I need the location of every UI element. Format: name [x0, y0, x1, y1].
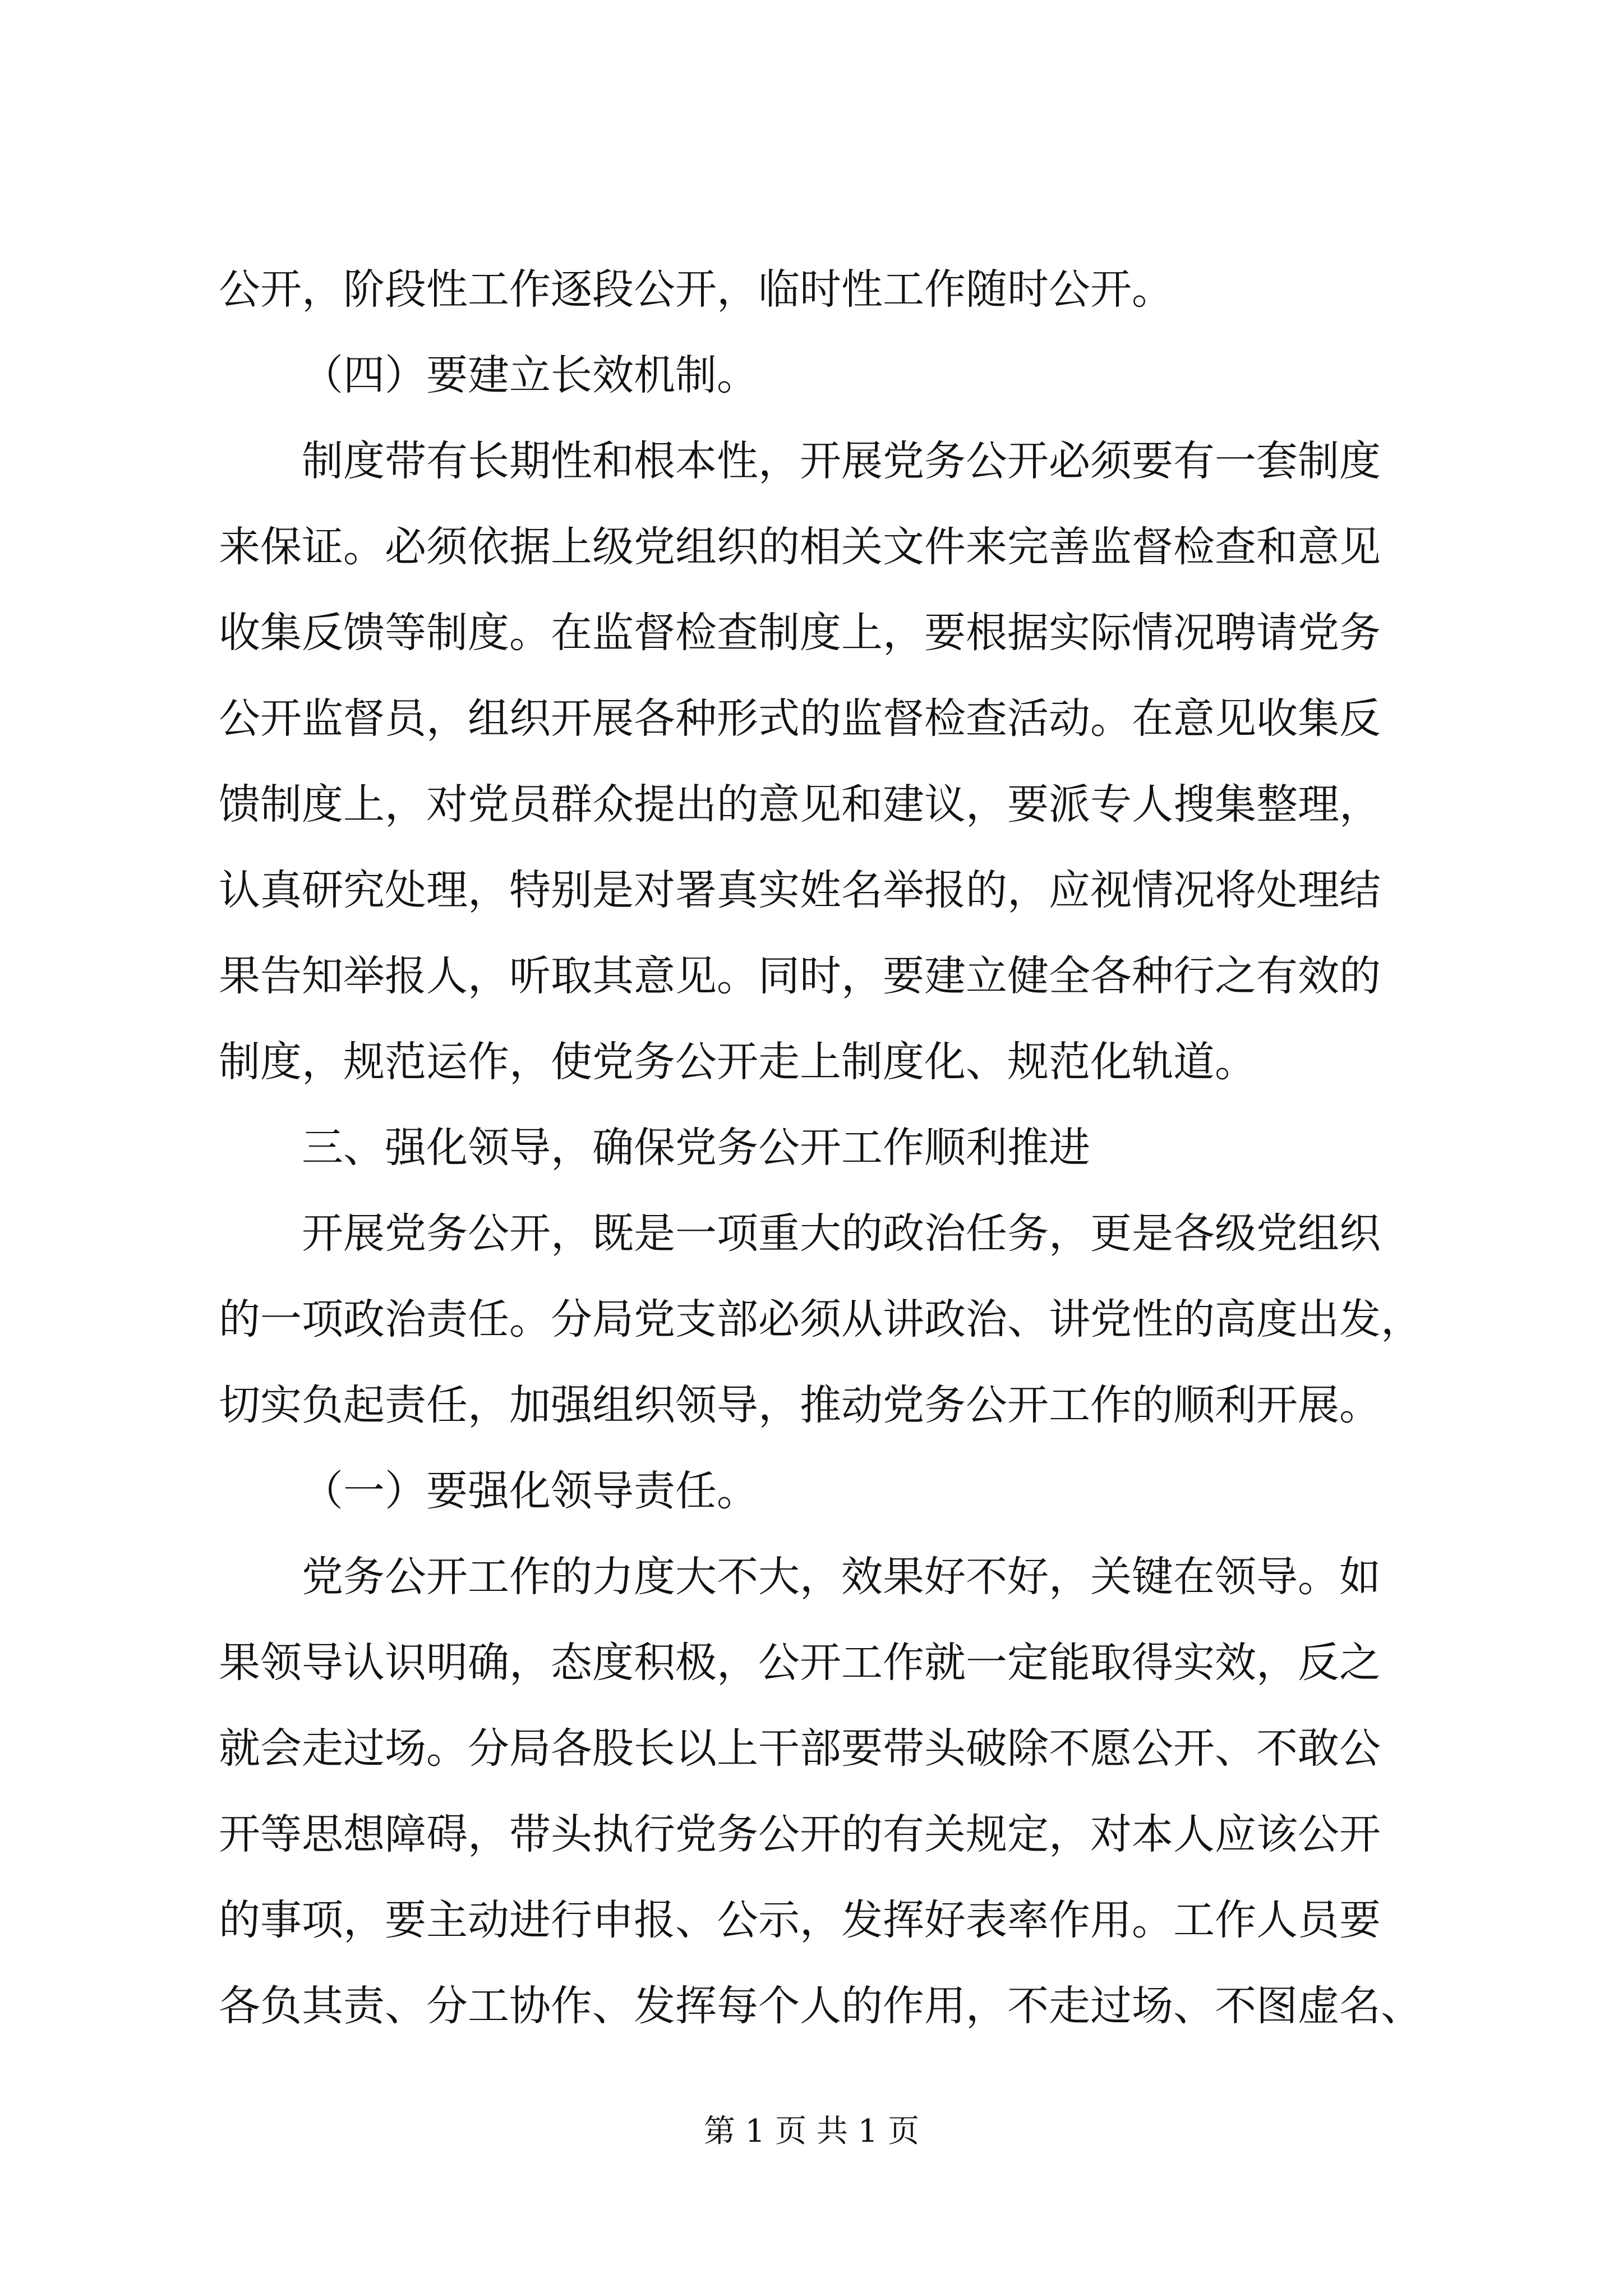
document-body [219, 247, 1430, 2049]
text-line: 公开监督员，组织开展各种形式的监督检查活动。在意见收集反 [219, 694, 1381, 743]
text-line: 切实负起责任，加强组织领导，推动党务公开工作的顺利开展。 [219, 1381, 1381, 1429]
text-line: 果告知举报人，听取其意见。同时，要建立健全各种行之有效的 [219, 952, 1381, 1000]
text-line: 认真研究处理，特别是对署真实姓名举报的，应视情况将处理结 [219, 866, 1381, 914]
text-line: 党务公开工作的力度大不大，效果好不好，关键在领导。如 [219, 1553, 1381, 1601]
page-footer: 第 1 页 共 1 页 [703, 2113, 920, 2150]
text-line: 公开，阶段性工作逐段公开，临时性工作随时公开。 [219, 265, 1173, 314]
text-line: 各负其责、分工协作、发挥每个人的作用，不走过场、不图虚名、 [219, 1982, 1422, 2030]
text-line: 就会走过场。分局各股长以上干部要带头破除不愿公开、不敢公 [219, 1724, 1381, 1773]
section-heading: （一）要强化领导责任。 [302, 1467, 758, 1515]
section-heading: 三、强化领导，确保党务公开工作顺利推进 [219, 1124, 1090, 1172]
text-line: 的一项政治责任。分局党支部必须从讲政治、讲党性的高度出发， [219, 1295, 1422, 1343]
text-line: 开展党务公开，既是一项重大的政治任务，更是各级党组织 [219, 1209, 1381, 1258]
text-line: 来保证。必须依据上级党组织的相关文件来完善监督检查和意见 [219, 523, 1381, 571]
text-line: 制度带有长期性和根本性，开展党务公开必须要有一套制度 [219, 437, 1381, 485]
text-line: 的事项，要主动进行申报、公示，发挥好表率作用。工作人员要 [219, 1896, 1381, 1944]
text-line: 开等思想障碍，带头执行党务公开的有关规定，对本人应该公开 [219, 1810, 1381, 1858]
text-line: 收集反馈等制度。在监督检查制度上，要根据实际情况聘请党务 [219, 609, 1381, 657]
text-line: 制度，规范运作，使党务公开走上制度化、规范化轨道。 [219, 1038, 1256, 1086]
text-line: 果领导认识明确，态度积极，公开工作就一定能取得实效，反之 [219, 1639, 1381, 1687]
section-heading: （四）要建立长效机制。 [302, 351, 758, 399]
text-line: 馈制度上，对党员群众提出的意见和建议，要派专人搜集整理， [219, 780, 1381, 829]
